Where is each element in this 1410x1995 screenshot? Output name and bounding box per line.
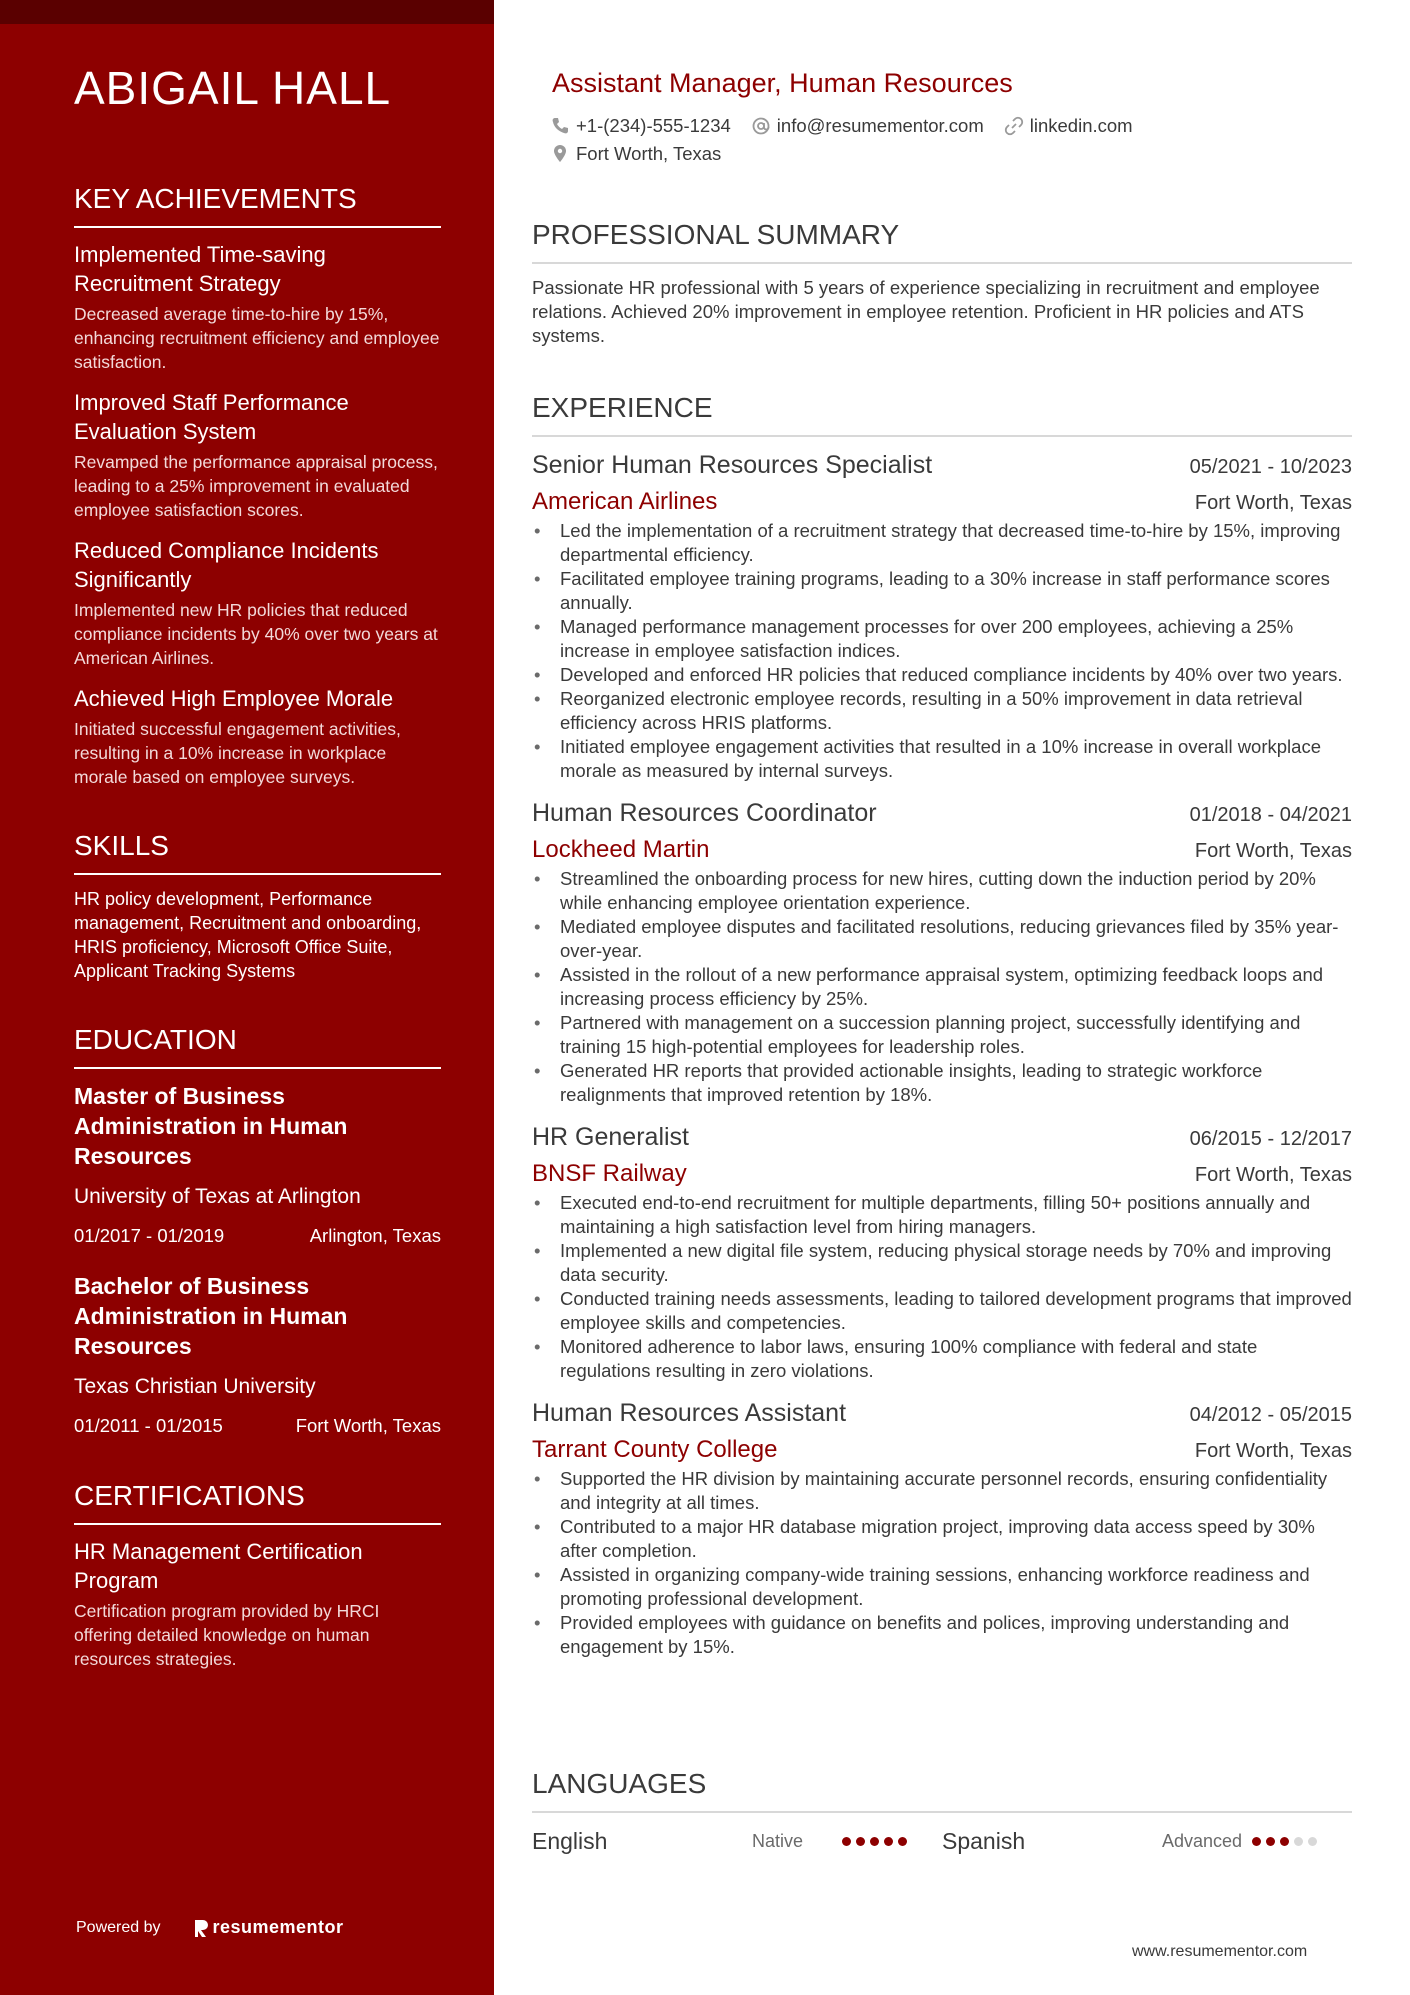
edu-dates: 01/2017 - 01/2019 — [74, 1225, 225, 1246]
experience-bullet: • Contributed to a major HR database migration project, improving data access speed by 30% after completion. — [532, 1515, 1352, 1563]
experience-bullet: • Assisted in the rollout of a new performance appraisal system, optimizing feedback loops and increasing process efficiency by 25%. — [532, 963, 1352, 1011]
experience-location: Fort Worth, Texas — [1194, 492, 1352, 514]
achievement-title: Implemented Time-saving Recruitment Strategy — [74, 242, 326, 296]
contact-info — [550, 112, 1330, 168]
linkedin-text: linkedin.com — [1029, 115, 1133, 136]
language-name: English — [532, 1827, 608, 1854]
contact-row — [550, 112, 1330, 140]
achievement-item — [74, 388, 441, 522]
language-name: Spanish — [942, 1827, 1026, 1854]
achievement-desc: Decreased average time-to-hire by 15%, enhancing recruitment efficiency and employee satisfaction. — [74, 304, 440, 372]
summary-text: Passionate HR professional with 5 years of experience specializing in recruitment and employee relations. Achieved 20% improvement in employee retention. Proficient in HR policies and ATS systems. — [532, 277, 1320, 346]
edu-school: Texas Christian University — [74, 1375, 316, 1398]
edu-meta — [74, 1413, 441, 1439]
experience-bullet: • Supported the HR division by maintaining accurate personnel records, ensuring confidentiality and integrity at all times. — [532, 1467, 1352, 1515]
experience-bullet: • Led the implementation of a recruitment strategy that decreased time-to-hire by 15%, improving departmental efficiency. — [532, 519, 1352, 567]
experience-subheader — [532, 1159, 1352, 1189]
edu-location: Fort Worth, Texas — [295, 1415, 441, 1436]
experience-header — [532, 1397, 1352, 1429]
certifications-section — [74, 1479, 441, 1671]
achievement-item — [74, 240, 441, 374]
at-icon — [751, 116, 771, 136]
powered-by — [76, 1917, 344, 1938]
experience-bullet: • Executed end-to-end recruitment for multiple departments, filling 50+ positions annually and maintaining a high satisfaction level from hiring managers. — [532, 1191, 1352, 1239]
rating-dot-filled — [898, 1837, 907, 1846]
location-pin-icon — [550, 144, 570, 164]
contact-row — [550, 140, 1330, 168]
achievement-desc: Implemented new HR policies that reduced compliance incidents by 40% over two years at American Airlines. — [74, 600, 438, 668]
edu-degree: Master of Business Administration in Human Resources — [74, 1083, 348, 1169]
experience-bullet: • Conducted training needs assessments, leading to tailored development programs that improved employee skills and competencies. — [532, 1287, 1352, 1335]
sidebar-top-bar — [0, 0, 494, 24]
language-level: Advanced — [1162, 1830, 1243, 1851]
experience-bullet: • Implemented a new digital file system, reducing physical storage needs by 70% and improving data security. — [532, 1239, 1352, 1287]
rating-dot-filled — [1266, 1837, 1275, 1846]
experience-bullets — [532, 1191, 1352, 1383]
experience-subheader — [532, 835, 1352, 865]
rating-dot-filled — [884, 1837, 893, 1846]
experience-subheader — [532, 1435, 1352, 1465]
language-rating — [1252, 1837, 1317, 1846]
certification-desc: Certification program provided by HRCI offering detailed knowledge on human resources strategies. — [74, 1601, 380, 1669]
rating-dot-filled — [1280, 1837, 1289, 1846]
experience-bullet: • Partnered with management on a succession planning project, successfully identifying and training 15 high-potential employees for leadership roles. — [532, 1011, 1352, 1059]
achievement-desc: Revamped the performance appraisal process, leading to a 25% improvement in evaluated employee satisfaction scores. — [74, 452, 438, 520]
contact-linkedin[interactable] — [1004, 115, 1133, 137]
candidate-name: ABIGAIL HALL — [74, 62, 392, 114]
contact-location — [550, 143, 721, 165]
education-item — [74, 1271, 441, 1439]
languages-row — [532, 1825, 1352, 1857]
experience-bullet: • Developed and enforced HR policies that reduced compliance incidents by 40% over two years. — [532, 663, 1352, 687]
website-link[interactable]: www.resumementor.com — [1132, 1943, 1308, 1960]
education-item — [74, 1081, 441, 1249]
experience-heading: EXPERIENCE — [532, 391, 1352, 437]
experience-section — [532, 391, 1352, 1659]
experience-list — [532, 449, 1352, 1659]
languages-heading: LANGUAGES — [532, 1767, 1352, 1813]
certification-title: HR Management Certification Program — [74, 1539, 363, 1593]
experience-bullet: • Mediated employee disputes and facilitated resolutions, reducing grievances filed by 35% year-over-year. — [532, 915, 1352, 963]
brand-logo-icon — [193, 1918, 209, 1938]
experience-dates: 04/2012 - 05/2015 — [1189, 1404, 1352, 1426]
experience-item — [532, 1121, 1352, 1383]
achievements-section — [74, 182, 441, 789]
email-text: info@resumementor.com — [776, 115, 984, 136]
experience-role: Human Resources Coordinator — [532, 799, 877, 827]
experience-bullet: • Provided employees with guidance on benefits and polices, improving understanding and engagement by 15%. — [532, 1611, 1352, 1659]
experience-bullets — [532, 519, 1352, 783]
brand-logo[interactable] — [193, 1917, 344, 1938]
experience-company: Tarrant County College — [532, 1436, 778, 1463]
experience-bullet: • Initiated employee engagement activities that resulted in a 10% increase in overall workplace morale as measured by internal surveys. — [532, 735, 1352, 783]
achievement-title: Achieved High Employee Morale — [74, 686, 394, 711]
edu-degree: Bachelor of Business Administration in Human Resources — [74, 1273, 348, 1359]
achievements-heading: KEY ACHIEVEMENTS — [74, 182, 441, 228]
experience-bullet: • Facilitated employee training programs, leading to a 30% increase in staff performance scores annually. — [532, 567, 1352, 615]
rating-dot-filled — [870, 1837, 879, 1846]
rating-dot-filled — [1252, 1837, 1261, 1846]
link-icon — [1004, 116, 1024, 136]
experience-role: Senior Human Resources Specialist — [532, 451, 933, 479]
experience-header — [532, 797, 1352, 829]
experience-bullet: • Managed performance management processes for over 200 employees, achieving a 25% increase in employee satisfaction indices. — [532, 615, 1352, 663]
experience-dates: 06/2015 - 12/2017 — [1189, 1128, 1352, 1150]
experience-location: Fort Worth, Texas — [1194, 1164, 1352, 1186]
rating-dot-filled — [856, 1837, 865, 1846]
language-rating — [842, 1837, 907, 1846]
experience-location: Fort Worth, Texas — [1194, 840, 1352, 862]
language-item — [532, 1828, 942, 1855]
location-text: Fort Worth, Texas — [576, 143, 722, 164]
achievement-item — [74, 536, 441, 670]
certifications-heading: CERTIFICATIONS — [74, 1479, 441, 1525]
achievement-item — [74, 684, 441, 789]
language-level: Native — [752, 1830, 804, 1851]
experience-location: Fort Worth, Texas — [1194, 1440, 1352, 1462]
phone-icon — [550, 116, 570, 136]
rating-dot-empty — [1308, 1837, 1317, 1846]
skills-heading: SKILLS — [74, 829, 441, 875]
summary-section — [532, 218, 1352, 348]
achievement-title: Reduced Compliance Incidents Significantly — [74, 538, 379, 592]
contact-phone[interactable] — [550, 115, 731, 137]
language-item — [942, 1828, 1352, 1855]
experience-item — [532, 797, 1352, 1107]
headline: Assistant Manager, Human Resources — [552, 68, 1013, 98]
contact-email[interactable] — [751, 115, 984, 137]
experience-bullet: • Monitored adherence to labor laws, ensuring 100% compliance with federal and state regulations resulting in zero violations. — [532, 1335, 1352, 1383]
sidebar — [0, 0, 494, 1995]
education-section — [74, 1023, 441, 1439]
experience-bullets — [532, 1467, 1352, 1659]
skills-list: HR policy development, Performance management, Recruitment and onboarding, HRIS proficiency, Microsoft Office Suite, Applicant Tracking Systems — [74, 889, 422, 981]
edu-location: Arlington, Texas — [309, 1225, 441, 1246]
experience-bullet: • Reorganized electronic employee records, resulting in a 50% improvement in data retrieval efficiency across HRIS platforms. — [532, 687, 1352, 735]
rating-dot-filled — [842, 1837, 851, 1846]
edu-dates: 01/2011 - 01/2015 — [74, 1415, 223, 1436]
experience-subheader — [532, 487, 1352, 517]
powered-by-label: Powered by — [76, 1918, 161, 1936]
edu-school: University of Texas at Arlington — [74, 1185, 361, 1208]
summary-heading: PROFESSIONAL SUMMARY — [532, 218, 1352, 264]
experience-item — [532, 449, 1352, 783]
experience-bullet: • Streamlined the onboarding process for new hires, cutting down the induction period by 20% while enhancing employee orientation experience. — [532, 867, 1352, 915]
experience-bullet: • Assisted in organizing company-wide training sessions, enhancing workforce readiness and promoting professional development. — [532, 1563, 1352, 1611]
experience-role: Human Resources Assistant — [532, 1399, 847, 1427]
languages-section — [532, 1767, 1352, 1857]
experience-header — [532, 1121, 1352, 1153]
experience-header — [532, 449, 1352, 481]
experience-dates: 01/2018 - 04/2021 — [1189, 804, 1352, 826]
experience-role: HR Generalist — [532, 1123, 689, 1151]
edu-meta — [74, 1223, 441, 1249]
rating-dot-empty — [1294, 1837, 1303, 1846]
skills-section — [74, 829, 441, 983]
experience-company: American Airlines — [532, 488, 718, 515]
experience-bullet: • Generated HR reports that provided actionable insights, leading to strategic workforce realignments that improved retention by 18%. — [532, 1059, 1352, 1107]
brand-name: resumementor — [212, 1917, 344, 1937]
achievement-desc: Initiated successful engagement activities, resulting in a 10% increase in workplace morale based on employee surveys. — [74, 719, 401, 787]
experience-item — [532, 1397, 1352, 1659]
sidebar-content — [74, 60, 441, 1671]
experience-bullets — [532, 867, 1352, 1107]
experience-company: BNSF Railway — [532, 1160, 687, 1187]
achievement-title: Improved Staff Performance Evaluation System — [74, 390, 349, 444]
experience-company: Lockheed Martin — [532, 836, 710, 863]
experience-dates: 05/2021 - 10/2023 — [1189, 456, 1352, 478]
education-heading: EDUCATION — [74, 1023, 441, 1069]
phone-text: +1-(234)-555-1234 — [576, 115, 731, 136]
